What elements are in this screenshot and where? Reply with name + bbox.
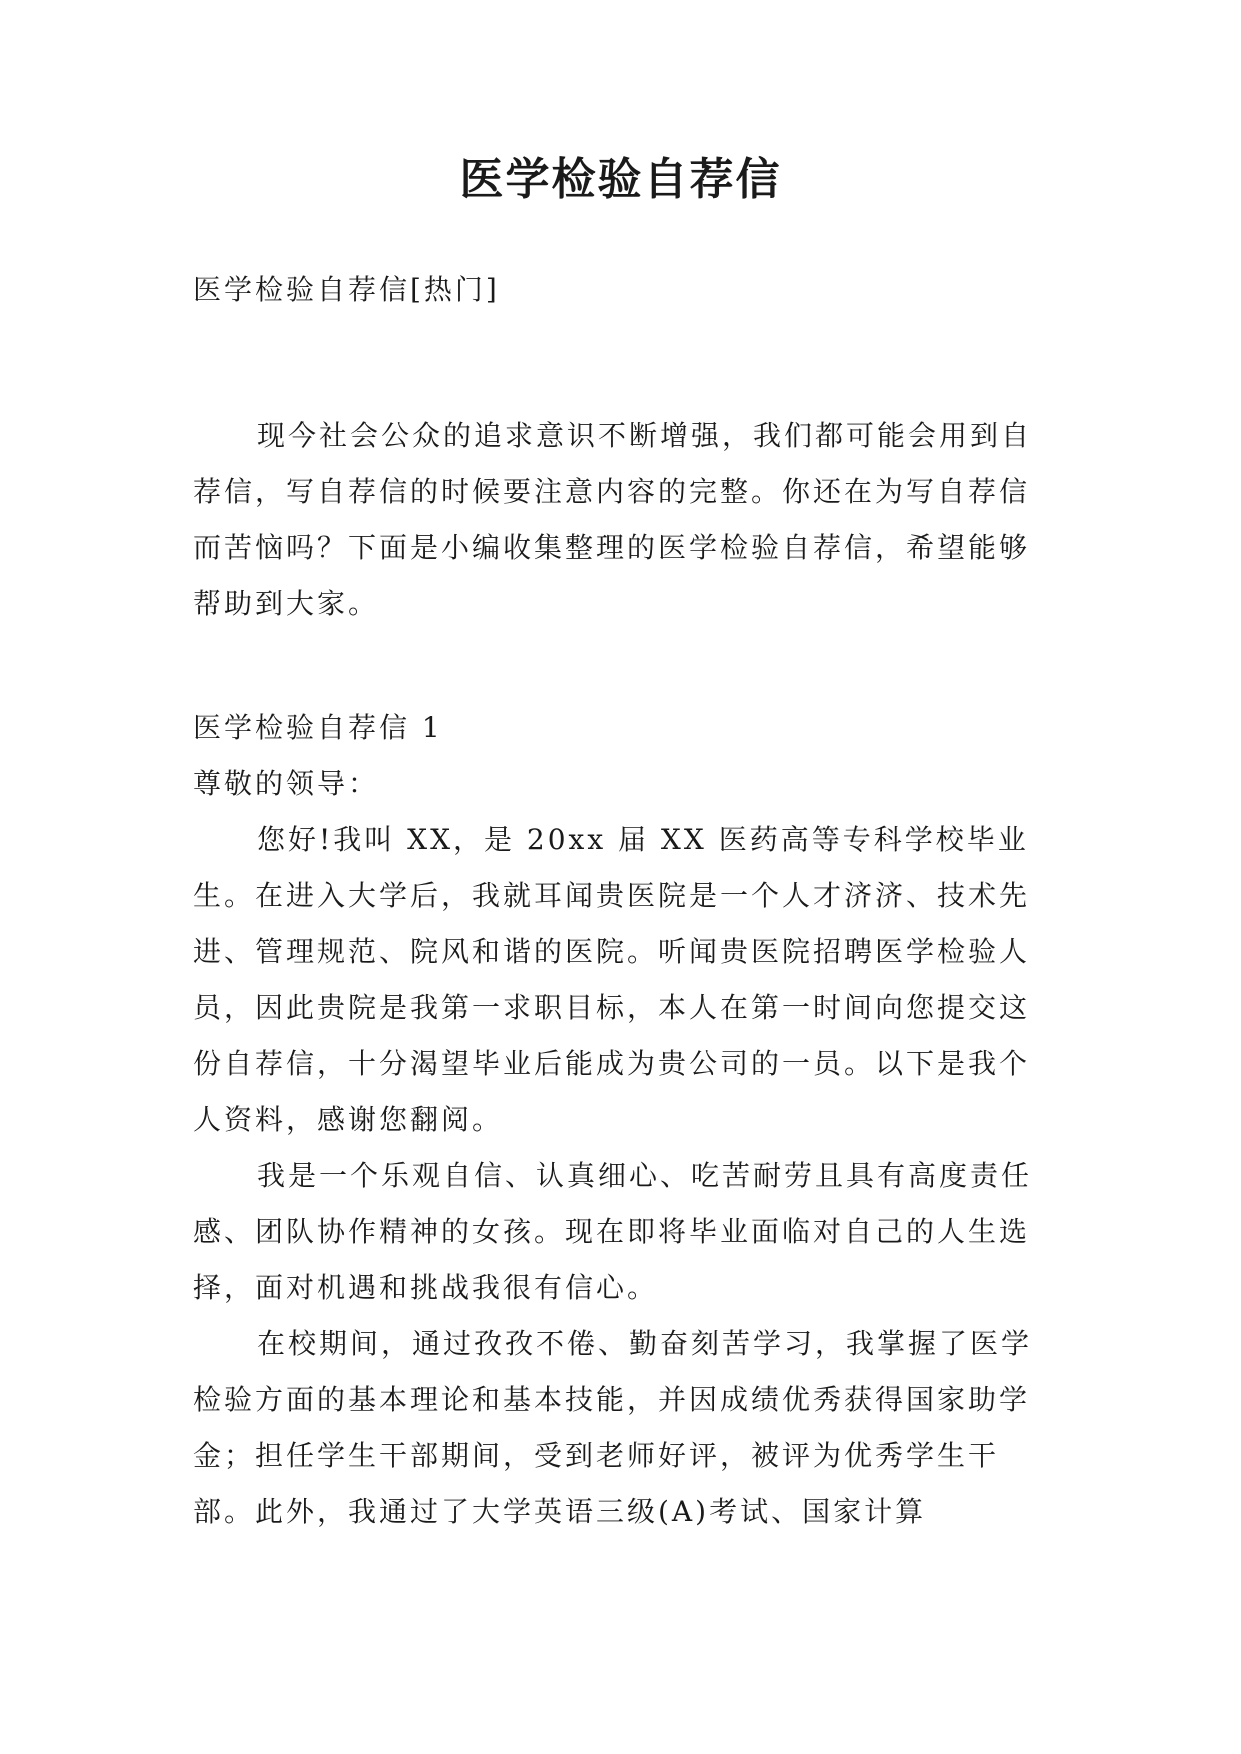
letter-salutation: 尊敬的领导： xyxy=(193,767,380,800)
letter-section xyxy=(193,700,1053,1540)
intro-paragraph: 现今社会公众的追求意识不断增强，我们都可能会用到自荐信，写自荐信的时候要注意内容的完整。你还在为写自荐信而苦恼吗？下面是小编收集整理的医学检验自荐信，希望能够帮助到大家。 xyxy=(193,419,1033,620)
letter-paragraph: 我是一个乐观自信、认真细心、吃苦耐劳且具有高度责任感、团队协作精神的女孩。现在即将毕业面临对自己的人生选择，面对机遇和挑战我很有信心。 xyxy=(193,1159,1033,1304)
letter-paragraph: 您好!我叫 XX，是 20xx 届 XX 医药高等专科学校毕业生。在进入大学后，我就耳闻贵医院是一个人才济济、技术先进、管理规范、院风和谐的医院。听闻贵医院招聘医学检验人员，因此贵院是我第一求职目标，本人在第一时间向您提交这份自荐信，十分渴望毕业后能成为贵公司的一员。以下是我个人资料，感谢您翻阅。 xyxy=(193,823,1031,1136)
letter-heading: 医学检验自荐信 1 xyxy=(193,711,443,744)
intro-section xyxy=(193,408,1053,632)
letter-paragraph: 在校期间，通过孜孜不倦、勤奋刻苦学习，我掌握了医学检验方面的基本理论和基本技能，并因成绩优秀获得国家助学金；担任学生干部期间，受到老师好评，被评为优秀学生干部。此外，我通过了大学英语三级(A)考试、国家计算 xyxy=(193,1327,1033,1528)
document-subtitle: 医学检验自荐信[热门] xyxy=(193,273,500,306)
page-title: 医学检验自荐信 xyxy=(459,154,782,205)
